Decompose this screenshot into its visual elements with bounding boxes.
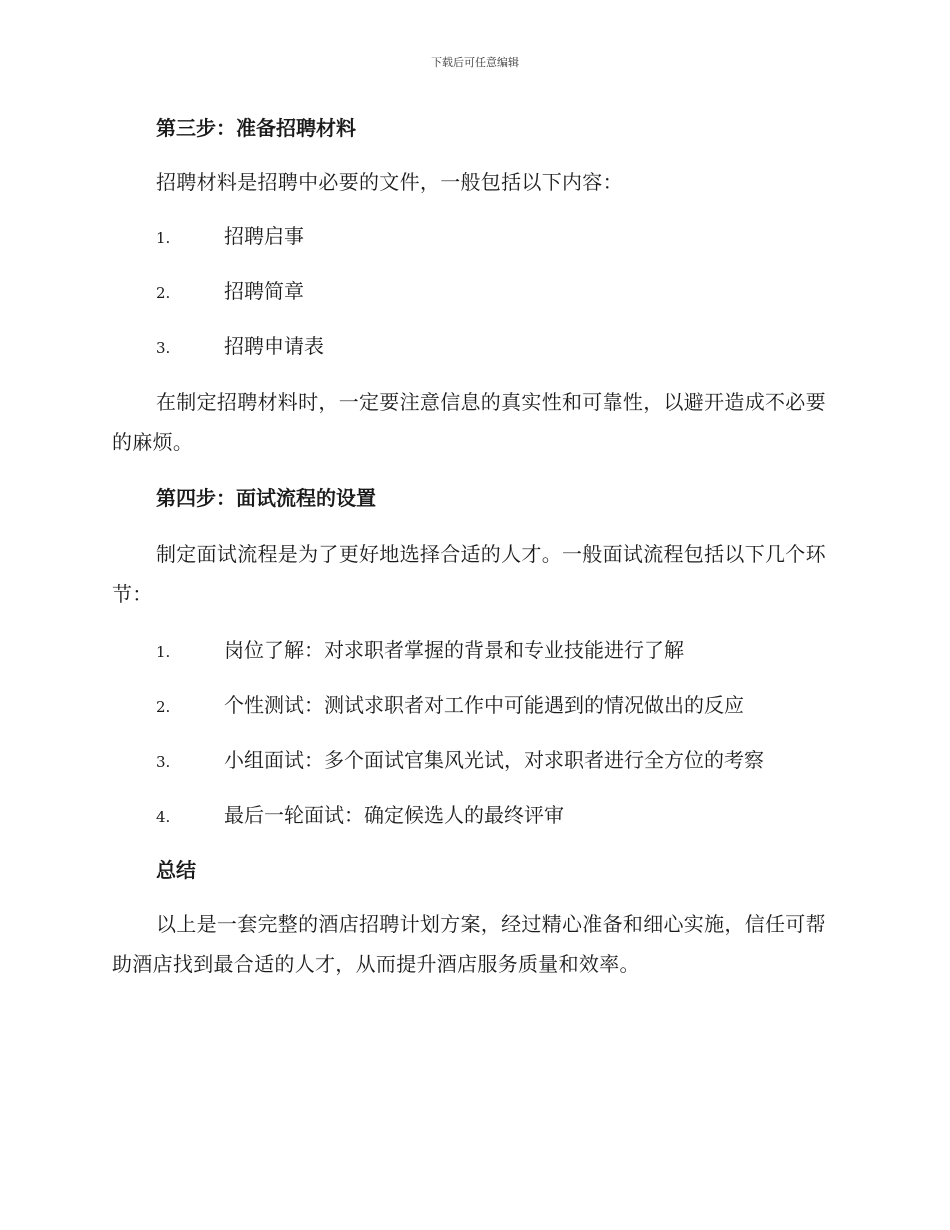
list-number: 1.: [156, 229, 171, 247]
list-text: 招聘简章: [224, 279, 304, 303]
list-number: 1.: [156, 643, 171, 661]
list-text: 小组面试：多个面试官集风光试，对求职者进行全方位的考察: [224, 748, 764, 772]
list-item: [112, 332, 834, 362]
list-item: [112, 691, 834, 721]
list-number: 2.: [156, 698, 171, 716]
list-text: 个性测试：测试求职者对工作中可能遇到的情况做出的反应: [224, 693, 744, 717]
list-text: 最后一轮面试：确定候选人的最终评审: [224, 803, 564, 827]
list-text: 招聘申请表: [224, 334, 324, 358]
list-number: 2.: [156, 284, 171, 302]
list-item: [112, 801, 834, 831]
list-number: 3.: [156, 753, 171, 771]
page-header-note: 下载后可任意编辑: [431, 56, 519, 69]
list-number: 4.: [156, 808, 171, 826]
paragraph-summary: 以上是一套完整的酒店招聘计划方案，经过精心准备和细心实施，信任可帮助酒店找到最合适的人才，从而提升酒店服务质量和效率。: [112, 912, 826, 976]
list-item: [112, 636, 834, 666]
list-item: [112, 277, 834, 307]
paragraph-step4-intro: 制定面试流程是为了更好地选择合适的人才。一般面试流程包括以下几个环节：: [112, 542, 826, 606]
list-item: [112, 222, 834, 252]
paragraph-step3-intro: 招聘材料是招聘中必要的文件，一般包括以下内容：: [156, 170, 623, 194]
list-text: 招聘启事: [224, 224, 304, 248]
list-item: [112, 746, 834, 776]
list-text: 岗位了解：对求职者掌握的背景和专业技能进行了解: [224, 638, 684, 662]
paragraph-step3-note: 在制定招聘材料时，一定要注意信息的真实性和可靠性，以避开造成不必要的麻烦。: [112, 390, 826, 454]
list-number: 3.: [156, 339, 171, 357]
section-heading-step3: 第三步：准备招聘材料: [156, 116, 356, 140]
section-heading-step4: 第四步：面试流程的设置: [156, 486, 376, 510]
section-heading-summary: 总结: [156, 858, 196, 882]
